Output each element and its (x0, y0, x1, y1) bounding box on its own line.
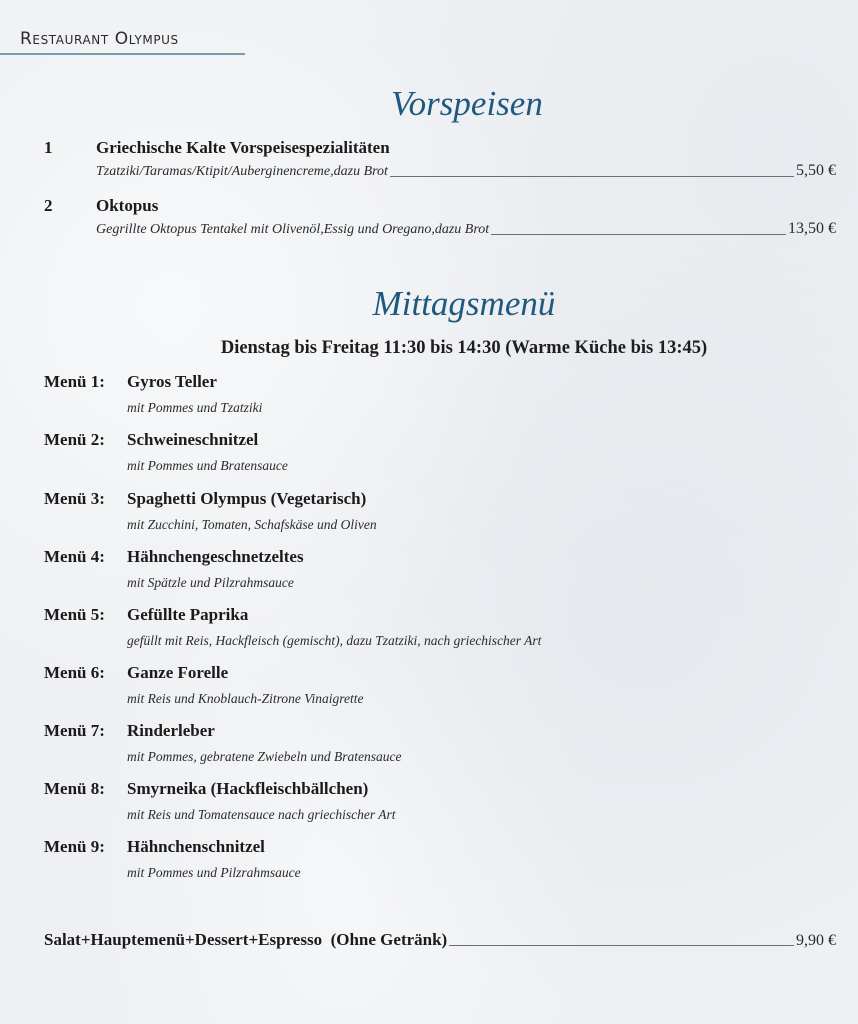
menu-name: Spaghetti Olympus (Vegetarisch) (127, 489, 367, 508)
menu-label: Menü 1: (44, 372, 105, 391)
price-leader-line (449, 944, 794, 946)
starter-number: 2 (44, 196, 53, 215)
menu-name: Hähnchenschnitzel (127, 837, 265, 856)
price-leader-line (491, 233, 786, 235)
menu-label: Menü 7: (44, 721, 105, 740)
menu-label: Menü 3: (44, 489, 105, 508)
starter-description: Gegrillte Oktopus Tentakel mit Olivenöl,Essig und Oregano,dazu Brot (96, 222, 490, 237)
menu-description: mit Pommes, gebratene Zwiebeln und Bratensauce (127, 749, 402, 764)
menu-description: mit Reis und Tomatensauce nach griechischer Art (127, 807, 396, 822)
starter-name: Oktopus (96, 196, 159, 215)
menu-description: gefüllt mit Reis, Hackfleisch (gemischt), dazu Tzatziki, nach griechischer Art (127, 633, 542, 648)
menu-name: Schweineschnitzel (127, 430, 259, 449)
starter-description: Tzatziki/Taramas/Ktipit/Auberginencreme,dazu Brot (96, 164, 388, 179)
menu-label: Menü 6: (44, 663, 105, 682)
menu-name: Gyros Teller (127, 372, 217, 391)
menu-name: Rinderleber (127, 721, 215, 740)
menu-description: mit Pommes und Tzatziki (127, 400, 263, 415)
menu-description: mit Pommes und Bratensauce (127, 458, 288, 473)
restaurant-name: Restaurant Olympus (20, 29, 179, 49)
starter-number: 1 (44, 138, 53, 157)
menu-name: Gefüllte Paprika (127, 605, 249, 624)
menu-description: mit Spätzle und Pilzrahmsauce (127, 575, 294, 590)
bundle-description: Salat+Hauptemenü+Dessert+Espresso (Ohne Getränk) (44, 930, 448, 949)
menu-label: Menü 5: (44, 605, 105, 624)
starter-detail-line (96, 220, 836, 238)
price-leader-line (390, 175, 794, 177)
section-title-lunch: Mittagsmenü (372, 284, 556, 323)
starter-price: 5,50 € (796, 162, 836, 179)
menu-label: Menü 8: (44, 779, 105, 798)
starter-name: Griechische Kalte Vorspeisespezialitäten (96, 138, 390, 157)
menu-label: Menü 2: (44, 430, 105, 449)
lunch-bundle-line (44, 930, 836, 950)
menu-name: Hähnchengeschnetzeltes (127, 547, 304, 566)
menu-label: Menü 9: (44, 837, 105, 856)
menu-name: Smyrneika (Hackfleischbällchen) (127, 779, 369, 798)
header-divider (0, 53, 245, 55)
menu-description: mit Reis und Knoblauch-Zitrone Vinaigrette (127, 691, 364, 706)
section-title-starters: Vorspeisen (391, 84, 543, 123)
lunch-hours: Dienstag bis Freitag 11:30 bis 14:30 (Warme Küche bis 13:45) (220, 338, 708, 358)
menu-description: mit Zucchini, Tomaten, Schafskäse und Oliven (127, 517, 377, 532)
menu-name: Ganze Forelle (127, 663, 229, 682)
starter-price: 13,50 € (788, 220, 836, 237)
starter-detail-line (96, 162, 836, 180)
bundle-price: 9,90 € (796, 932, 836, 949)
menu-label: Menü 4: (44, 547, 105, 566)
menu-description: mit Pommes und Pilzrahmsauce (127, 865, 301, 880)
